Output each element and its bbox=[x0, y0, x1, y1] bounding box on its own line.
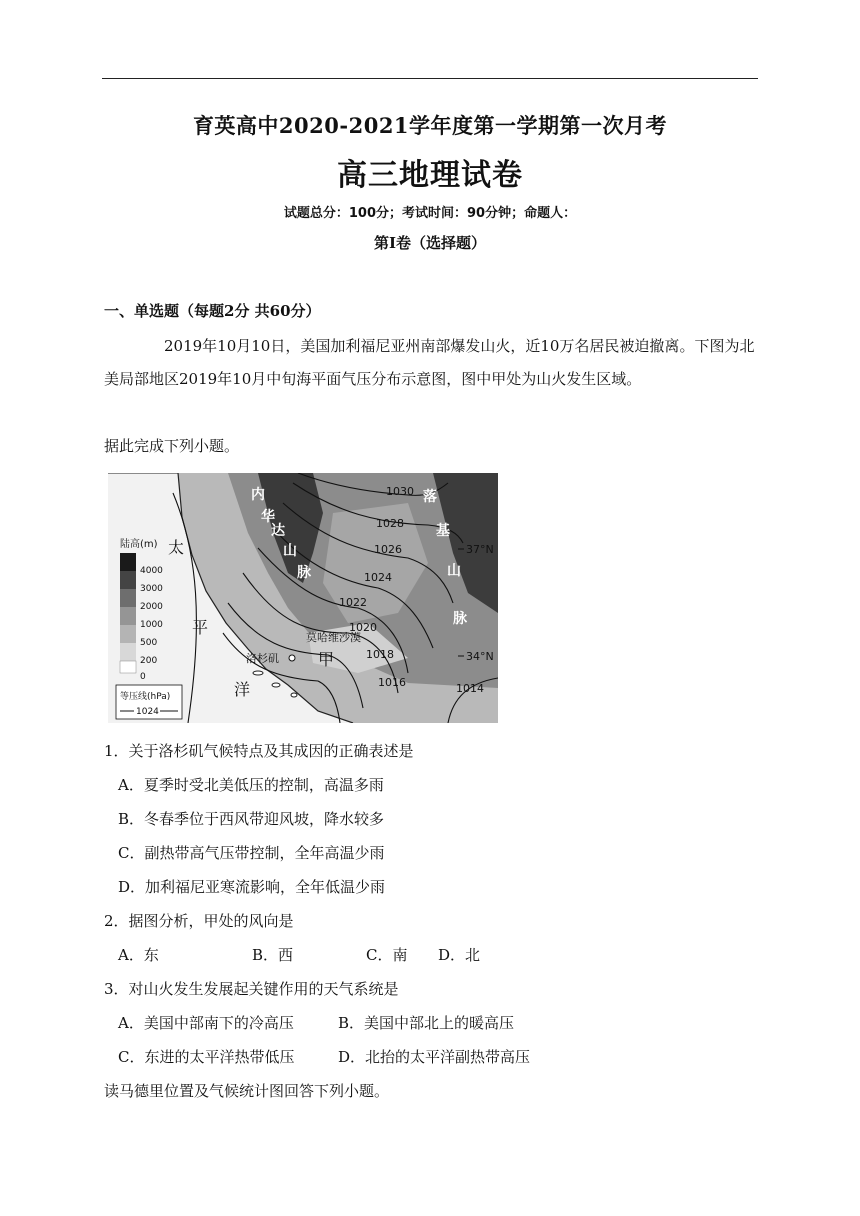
map-label: 脉 bbox=[297, 565, 311, 581]
map-label: 34°N bbox=[466, 650, 494, 663]
legend-swatch bbox=[120, 625, 136, 643]
legend-value: 2000 bbox=[140, 602, 163, 612]
question-option: D．加利福尼亚寒流影响，全年低温少雨 bbox=[118, 878, 386, 896]
map-label: 莫哈维沙漠 bbox=[306, 631, 361, 644]
next-section-intro: 读马德里位置及气候统计图回答下列小题。 bbox=[104, 1082, 390, 1100]
map-label: 洋 bbox=[233, 680, 251, 699]
legend-swatch bbox=[120, 661, 136, 673]
question-option: B．西 bbox=[252, 946, 294, 964]
island bbox=[291, 693, 297, 697]
legend-value: 3000 bbox=[140, 584, 163, 594]
map-label: 37°N bbox=[466, 543, 494, 556]
question-option: A．夏季时受北美低压的控制，高温多雨 bbox=[118, 776, 384, 794]
intro-instruction: 据此完成下列小题。 bbox=[104, 437, 240, 455]
question-option: B．冬春季位于西风带迎风坡，降水较多 bbox=[118, 810, 385, 828]
map-label: 甲 bbox=[317, 650, 335, 669]
question-option: A．东 bbox=[118, 946, 159, 964]
isobar-label: 1014 bbox=[456, 682, 484, 695]
legend-title: 陆高(m) bbox=[120, 539, 158, 550]
la-city-dot bbox=[289, 655, 295, 661]
map-label: 基 bbox=[436, 523, 450, 539]
school-title: 育英高中2020-2021学年度第一学期第一次月考 bbox=[192, 113, 668, 138]
map-label: 脉 bbox=[453, 611, 467, 627]
legend-swatch bbox=[120, 643, 136, 661]
map-label: 华 bbox=[261, 509, 275, 525]
isobar-legend-title: 等压线(hPa) bbox=[120, 692, 171, 702]
isobar-label: 1026 bbox=[374, 543, 402, 556]
map-label: 山 bbox=[283, 543, 297, 559]
isobar-label: 1030 bbox=[386, 485, 414, 498]
isobar-legend-sample: 1024 bbox=[136, 707, 159, 717]
question-stem: 1．关于洛杉矶气候特点及其成因的正确表述是 bbox=[104, 742, 414, 760]
question-option: A．美国中部南下的冷高压 bbox=[118, 1014, 294, 1032]
question-option: B．美国中部北上的暖高压 bbox=[338, 1014, 515, 1032]
legend-value: 1000 bbox=[140, 620, 163, 630]
isobar-label: 1018 bbox=[366, 648, 394, 661]
volume-title: 第Ⅰ卷（选择题） bbox=[373, 234, 487, 252]
legend-swatch bbox=[120, 553, 136, 571]
subject-title: 高三地理试卷 bbox=[337, 158, 523, 193]
isobar-label: 1022 bbox=[339, 596, 367, 609]
question-stem: 2．据图分析，甲处的风向是 bbox=[104, 912, 294, 930]
pressure-map-figure bbox=[108, 473, 498, 723]
question-option: C．副热带高气压带控制，全年高温少雨 bbox=[118, 844, 385, 862]
header-rule bbox=[102, 78, 758, 79]
section-title: 一、单选题（每题2分 共60分） bbox=[104, 302, 321, 320]
legend-swatch bbox=[120, 607, 136, 625]
exam-meta: 试题总分：100分；考试时间：90分钟；命题人： bbox=[283, 206, 577, 221]
isobar-label: 1016 bbox=[378, 676, 406, 689]
question-option: D．北抬的太平洋副热带高压 bbox=[338, 1048, 531, 1066]
isobar-label: 1024 bbox=[364, 571, 392, 584]
isobar-label: 1020 bbox=[349, 621, 377, 634]
legend-value: 500 bbox=[140, 638, 158, 648]
question-stem: 3．对山火发生发展起关键作用的天气系统是 bbox=[104, 980, 399, 998]
intro-paragraph: 2019年10月10日，美国加利福尼亚州南部爆发山火，近10万名居民被迫撤离。下图为北美局部地区2019年10月中旬海平面气压分布示意图，图中甲处为山火发生区域。 bbox=[104, 337, 755, 388]
island bbox=[253, 671, 263, 675]
map-label: 落 bbox=[423, 489, 437, 505]
question-option: C．东进的太平洋热带低压 bbox=[118, 1048, 295, 1066]
isobar-label: 1028 bbox=[376, 517, 404, 530]
legend-value: 0 bbox=[140, 672, 146, 682]
legend-swatch bbox=[120, 589, 136, 607]
map-label: 达 bbox=[271, 523, 285, 539]
map-label: 内 bbox=[251, 487, 265, 503]
map-label: 平 bbox=[191, 618, 209, 637]
legend-value: 4000 bbox=[140, 566, 163, 576]
map-label: 洛杉矶 bbox=[246, 652, 279, 665]
legend-value: 200 bbox=[140, 656, 158, 666]
island bbox=[272, 683, 280, 687]
map-label: 山 bbox=[447, 563, 461, 579]
map-label: 太 bbox=[167, 538, 185, 557]
legend-swatch bbox=[120, 571, 136, 589]
question-option: D．北 bbox=[438, 946, 481, 964]
question-option: C．南 bbox=[366, 946, 408, 964]
